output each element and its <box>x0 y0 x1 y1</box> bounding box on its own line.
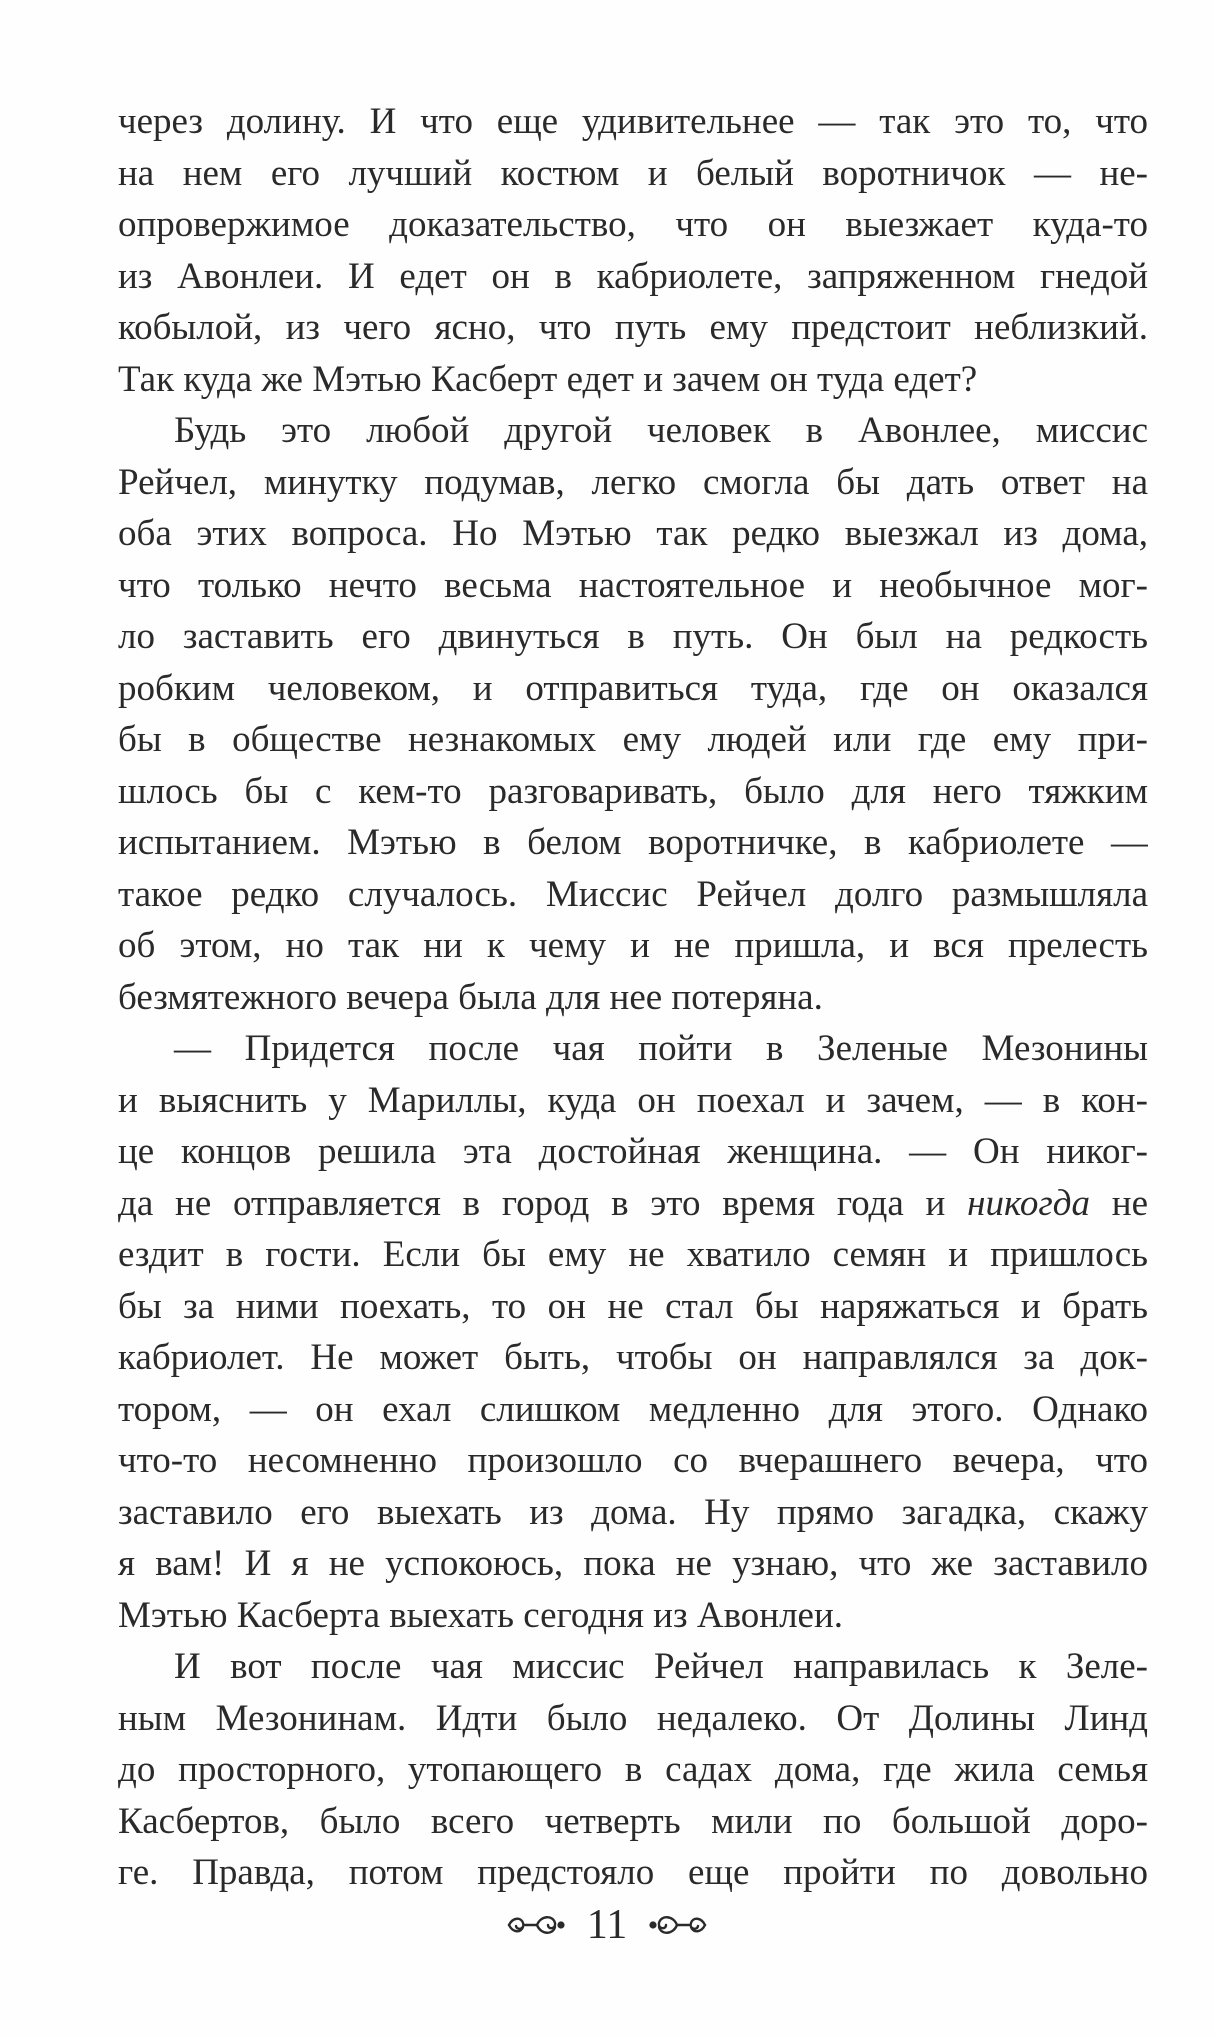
text-line: И вот после чая миссис Рейчел направилась к Зеле- <box>174 1646 1148 1687</box>
text-line: бы за ними поехать, то он не стал бы наряжаться и брать <box>118 1285 1148 1327</box>
text-line: ездит в гости. Если бы ему не хватило семян и пришлось <box>118 1234 1148 1275</box>
text-line: ным Мезонинам. Идти было недалеко. От Долины Линд <box>118 1697 1148 1739</box>
text-line: и выяснить у Мариллы, куда он поехал и зачем, — в кон- <box>118 1079 1148 1121</box>
text-line: тором, — он ехал слишком медленно для этого. Однако <box>118 1388 1148 1430</box>
text-line: испытанием. Мэтью в белом воротничке, в кабриолете — <box>118 822 1148 863</box>
scroll-ornament-left-icon <box>503 1905 567 1945</box>
text-line: что только нечто весьма настоятельное и необычное мог- <box>118 564 1148 606</box>
text-line: ло заставить его двинуться в путь. Он был на редкость <box>118 616 1148 657</box>
text-line: я вам! И я не успокоюсь, пока не узнаю, что же заставило <box>118 1543 1148 1584</box>
emphasized-word: никогда <box>967 1182 1090 1224</box>
text-line: об этом, но так ни к чему и не пришла, и вся прелесть <box>118 925 1148 966</box>
text-line: це концов решила эта достойная женщина. — Он никог- <box>118 1131 1148 1172</box>
text-line: ге. Правда, потом предстояло еще пройти по довольно <box>118 1852 1148 1893</box>
text-line: Так куда же Мэтью Касберт едет и зачем он туда едет? <box>118 358 978 400</box>
text-line: бы в обществе незнакомых ему людей или где ему при- <box>118 719 1148 760</box>
text-line: Будь это любой другой человек в Авонлее, миссис <box>174 410 1148 451</box>
scroll-ornament-right-icon <box>647 1905 711 1945</box>
text-line: оба этих вопроса. Но Мэтью так редко выезжал из дома, <box>118 513 1148 554</box>
text-line: кабриолет. Не может быть, чтобы он направлялся за док- <box>118 1337 1148 1378</box>
page-number: 11 <box>586 1902 628 1948</box>
text-line: из Авонлеи. И едет он в кабриолете, запряженном гнедой <box>118 255 1148 297</box>
text-line: кобылой, из чего ясно, что путь ему предстоит неблизкий. <box>118 307 1148 348</box>
text-line: такое редко случалось. Миссис Рейчел долго размышляла <box>118 873 1148 915</box>
text-line: робким человеком, и отправиться туда, где он оказался <box>118 667 1148 709</box>
text-line: Касбертов, было всего четверть мили по большой доро- <box>118 1800 1148 1842</box>
body-text <box>118 96 1148 1899</box>
text-line: заставило его выехать из дома. Ну прямо загадка, скажу <box>118 1491 1148 1533</box>
text-line: что-то несомненно произошло со вчерашнего вечера, что <box>118 1440 1148 1481</box>
text-line: — Придется после чая пойти в Зеленые Мезонины <box>174 1028 1148 1069</box>
text-line: Рейчел, минутку подумав, легко смогла бы дать ответ на <box>118 461 1148 503</box>
text-line: шлось бы с кем-то разговаривать, было для него тяжким <box>118 770 1148 812</box>
text-line: до просторного, утопающего в садах дома, где жила семья <box>118 1749 1148 1790</box>
text-line: Мэтью Касберта выехать сегодня из Авонлеи. <box>118 1594 844 1636</box>
text-line: на нем его лучший костюм и белый воротничок — не- <box>118 152 1148 194</box>
text-line: через долину. И что еще удивительнее — так это то, что <box>118 101 1148 142</box>
text-line: безмятежного вечера была для нее потеряна. <box>118 976 823 1018</box>
text-line: да не отправляется в город в это время года и никогда не <box>118 1182 1148 1224</box>
page-footer <box>0 1895 1214 1955</box>
text-line: опровержимое доказательство, что он выезжает куда-то <box>118 204 1148 245</box>
